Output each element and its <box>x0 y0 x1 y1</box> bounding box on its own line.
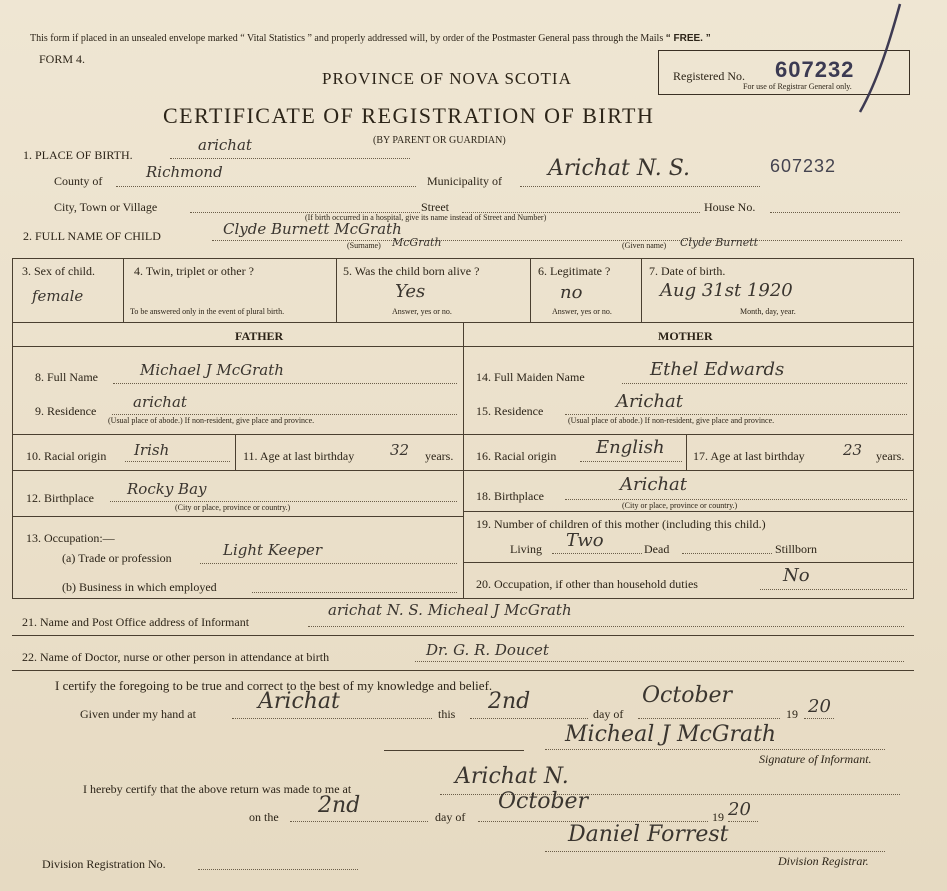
pen-stroke-mark <box>850 0 910 120</box>
father-residence-label: 9. Residence <box>35 404 97 418</box>
mother-residence-value: Arichat <box>616 391 683 412</box>
mother-racial-value: English <box>596 437 665 458</box>
father-age-label: 11. Age at last birthday <box>243 449 355 463</box>
registered-label: Registered No. <box>673 69 745 83</box>
twin-label: 4. Twin, triplet or other ? <box>134 264 254 278</box>
given-day-value: 2nd <box>488 689 531 714</box>
child-name-label: 2. FULL NAME OF CHILD <box>23 229 161 243</box>
father-age-value: 32 <box>390 441 410 459</box>
father-racial-label: 10. Racial origin <box>26 449 107 463</box>
return-day-of-label: day of <box>435 810 466 824</box>
form-number: FORM 4. <box>39 52 86 66</box>
year-prefix: 19 <box>786 707 798 721</box>
return-statement: I hereby certify that the above return was made to me at <box>83 782 352 796</box>
mother-residence-note: (Usual place of abode.) If non-resident, give place and province. <box>568 416 775 425</box>
this-label: this <box>438 707 456 721</box>
surname-value: McGrath <box>392 236 442 249</box>
province-heading: PROVINCE OF NOVA SCOTIA <box>322 69 572 88</box>
place-of-birth-label: 1. PLACE OF BIRTH. <box>23 148 133 162</box>
born-alive-label: 5. Was the child born alive ? <box>343 264 480 278</box>
street-label: Street <box>421 200 449 214</box>
mother-occupation-value: No <box>783 565 810 586</box>
given-name-value: Clyde Burnett <box>680 236 759 249</box>
father-trade-value: Light Keeper <box>223 541 323 559</box>
mother-age-label: 17. Age at last birthday <box>693 449 805 463</box>
given-under-label: Given under my hand at <box>80 707 196 721</box>
certify-statement: I certify the foregoing to be true and correct to the best of my knowledge and belief. <box>55 678 493 693</box>
mail-notice: This form if placed in an unsealed envelope marked “ Vital Statistics ” and properly addressed will, by order of the Postmaster General pass through the Mails “ FREE. ” <box>30 33 711 44</box>
mother-birthplace-note: (City or place, province or country.) <box>622 501 738 510</box>
mother-children-label: 19. Number of children of this mother (including this child.) <box>476 517 766 531</box>
informant-value: arichat N. S. Micheal J McGrath <box>328 601 572 619</box>
given-year-value: 20 <box>808 696 831 717</box>
day-of-label: day of <box>593 707 624 721</box>
mother-age-unit: years. <box>876 449 905 463</box>
sex-label: 3. Sex of child. <box>22 264 95 278</box>
born-alive-note: Answer, yes or no. <box>392 307 452 316</box>
return-year-prefix: 19 <box>712 810 724 824</box>
division-registration-label: Division Registration No. <box>42 857 166 871</box>
father-birthplace-label: 12. Birthplace <box>26 491 94 505</box>
mother-age-value: 23 <box>843 441 863 459</box>
father-age-unit: years. <box>425 449 454 463</box>
mother-heading: MOTHER <box>658 329 713 343</box>
father-business-label: (b) Business in which employed <box>62 580 217 594</box>
doctor-value: Dr. G. R. Doucet <box>426 641 549 659</box>
informant-label: 21. Name and Post Office address of Informant <box>22 615 250 629</box>
mother-occupation-label: 20. Occupation, if other than household duties <box>476 577 698 591</box>
father-occupation-label: 13. Occupation:— <box>26 531 115 545</box>
given-name-label: (Given name) <box>622 241 667 250</box>
mother-residence-label: 15. Residence <box>476 404 544 418</box>
mother-name-value: Ethel Edwards <box>650 359 785 380</box>
registrar-signature: Daniel Forrest <box>568 822 729 847</box>
father-name-label: 8. Full Name <box>35 370 98 384</box>
living-label: Living <box>510 542 542 556</box>
living-value: Two <box>566 530 604 551</box>
return-place-value: Arichat N. <box>455 764 569 789</box>
born-alive-value: Yes <box>395 281 426 302</box>
division-registrar-label: Division Registrar. <box>778 854 869 868</box>
father-residence-value: arichat <box>133 393 187 411</box>
county-label: County of <box>54 174 103 188</box>
father-trade-label: (a) Trade or profession <box>62 551 172 565</box>
mother-birthplace-label: 18. Birthplace <box>476 489 544 503</box>
legitimate-note: Answer, yes or no. <box>552 307 612 316</box>
date-of-birth-value: Aug 31st 1920 <box>660 280 793 301</box>
legitimate-value: no <box>560 282 583 303</box>
father-birthplace-value: Rocky Bay <box>127 480 207 498</box>
surname-label: (Surname) <box>347 241 381 250</box>
child-name-value: Clyde Burnett McGrath <box>223 220 402 238</box>
municipality-label: Municipality of <box>427 174 502 188</box>
father-name-value: Michael J McGrath <box>140 361 284 379</box>
mother-name-label: 14. Full Maiden Name <box>476 370 585 384</box>
legitimate-label: 6. Legitimate ? <box>538 264 611 278</box>
informant-signature: Micheal J McGrath <box>565 722 777 747</box>
twin-note: To be answered only in the event of plural birth. <box>130 307 285 316</box>
father-birthplace-note: (City or place, province or country.) <box>175 503 291 512</box>
date-of-birth-note: Month, day, year. <box>740 307 796 316</box>
registered-number: 607232 <box>775 57 855 82</box>
dead-label: Dead <box>644 542 670 556</box>
return-month-value: October <box>498 789 589 814</box>
return-year-value: 20 <box>728 799 751 820</box>
free-label: “ FREE. ” <box>665 33 711 44</box>
stamped-number: 607232 <box>770 156 837 176</box>
given-place-value: Arichat <box>258 689 340 714</box>
return-day-value: 2nd <box>318 793 361 818</box>
house-label: House No. <box>704 200 756 214</box>
father-racial-value: Irish <box>134 441 170 459</box>
county-value: Richmond <box>146 163 223 181</box>
mother-racial-label: 16. Racial origin <box>476 449 557 463</box>
doctor-label: 22. Name of Doctor, nurse or other person in attendance at birth <box>22 650 330 664</box>
father-heading: FATHER <box>235 329 284 343</box>
on-the-label: on the <box>249 810 279 824</box>
municipality-value: Arichat N. S. <box>548 156 690 181</box>
stillborn-label: Stillborn <box>775 542 818 556</box>
sex-value: female <box>32 287 84 305</box>
registered-note: For use of Registrar General only. <box>743 82 852 91</box>
city-label: City, Town or Village <box>54 200 158 214</box>
page-title: CERTIFICATE OF REGISTRATION OF BIRTH <box>163 103 655 128</box>
father-residence-note: (Usual place of abode.) If non-resident, give place and province. <box>108 416 315 425</box>
hospital-note: (If birth occurred in a hospital, give its name instead of Street and Number) <box>305 213 547 222</box>
mother-birthplace-value: Arichat <box>620 474 687 495</box>
place-of-birth-value: arichat <box>198 136 252 154</box>
given-month-value: October <box>642 683 733 708</box>
page-subtitle: (BY PARENT OR GUARDIAN) <box>373 135 506 146</box>
signature-of-informant-label: Signature of Informant. <box>759 752 872 766</box>
date-of-birth-label: 7. Date of birth. <box>649 264 726 278</box>
